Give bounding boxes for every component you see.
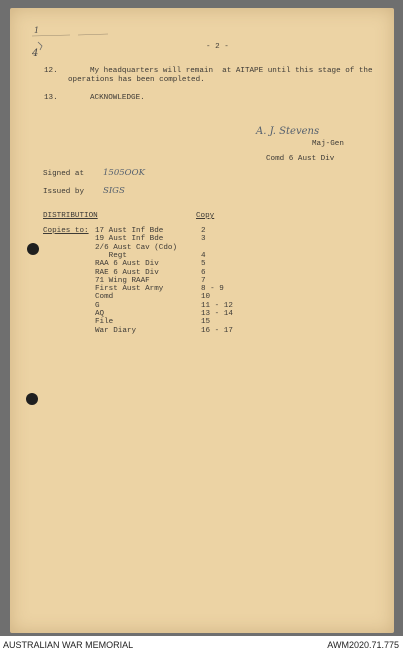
distribution-recipient: 17 Aust Inf Bde [95, 227, 164, 235]
copy-heading: Copy [196, 212, 215, 220]
distribution-recipient: Regt [95, 251, 127, 260]
distribution-copy-number: 4 [201, 251, 206, 260]
distribution-heading: DISTRIBUTION [43, 212, 98, 220]
distribution-recipient: G [95, 301, 100, 310]
signed-at-label: Signed at [43, 170, 85, 178]
pencil-scribble-icon [30, 32, 110, 52]
distribution-recipient: First Aust Army [95, 285, 164, 294]
page-number: - 2 - [206, 43, 229, 51]
pencil-mark-2: 4 [32, 48, 39, 59]
distribution-recipient: War Diary [95, 326, 137, 335]
distribution-recipient: 2/6 Aust Cav (Cdo) [95, 243, 178, 252]
footer-accession-number: AWM2020.71.775 [327, 640, 399, 650]
issued-by-label: Issued by [43, 188, 85, 196]
distribution-copy-number: 5 [201, 260, 206, 269]
signature-rank: Maj-Gen [312, 140, 344, 148]
copies-to-label: Copies to: [43, 227, 89, 235]
distribution-copy-number: 6 [201, 268, 206, 277]
paragraph-13-text: ACKNOWLEDGE. [90, 94, 145, 102]
issued-by-value: SIGS [103, 186, 125, 196]
distribution-copy-number: 11 - 12 [201, 301, 233, 310]
paragraph-12-number: 12. [44, 67, 58, 75]
punch-hole-upper [27, 243, 39, 255]
distribution-copy-number: 13 - 14 [201, 310, 233, 318]
pencil-mark-1: 1 [34, 26, 40, 35]
signed-at-value: 1505OOK [103, 168, 145, 178]
paragraph-13-number: 13. [44, 94, 58, 102]
punch-hole-lower [26, 393, 38, 405]
distribution-recipient: 19 Aust Inf Bde [95, 235, 164, 244]
distribution-copy-number: 15 [201, 318, 211, 327]
distribution-copy-number: 7 [201, 276, 206, 285]
distribution-copy-number: 16 - 17 [201, 326, 233, 335]
distribution-copy-number: 10 [201, 293, 211, 302]
distribution-copy-number: 2 [201, 227, 206, 235]
document-page [10, 8, 394, 633]
distribution-recipient: Comd [95, 293, 114, 302]
distribution-recipient: RAE 6 Aust Div [95, 268, 159, 277]
footer-bar [0, 636, 403, 653]
distribution-copy-number: 3 [201, 235, 206, 244]
signature-title: Comd 6 Aust Div [266, 155, 335, 163]
distribution-recipient: File [95, 318, 114, 327]
distribution-copy-number: 8 - 9 [201, 285, 224, 294]
footer-institution: AUSTRALIAN WAR MEMORIAL [3, 640, 134, 650]
distribution-recipient: RAA 6 Aust Div [95, 260, 159, 269]
paragraph-12-line2: operations has been completed. [68, 76, 205, 84]
distribution-recipient: 71 Wing RAAF [95, 276, 150, 285]
handwritten-signature: A. J. Stevens [256, 126, 320, 137]
distribution-recipient: AQ [95, 310, 105, 318]
paragraph-12-line1: My headquarters will remain at AITAPE until this stage of the [90, 67, 373, 75]
